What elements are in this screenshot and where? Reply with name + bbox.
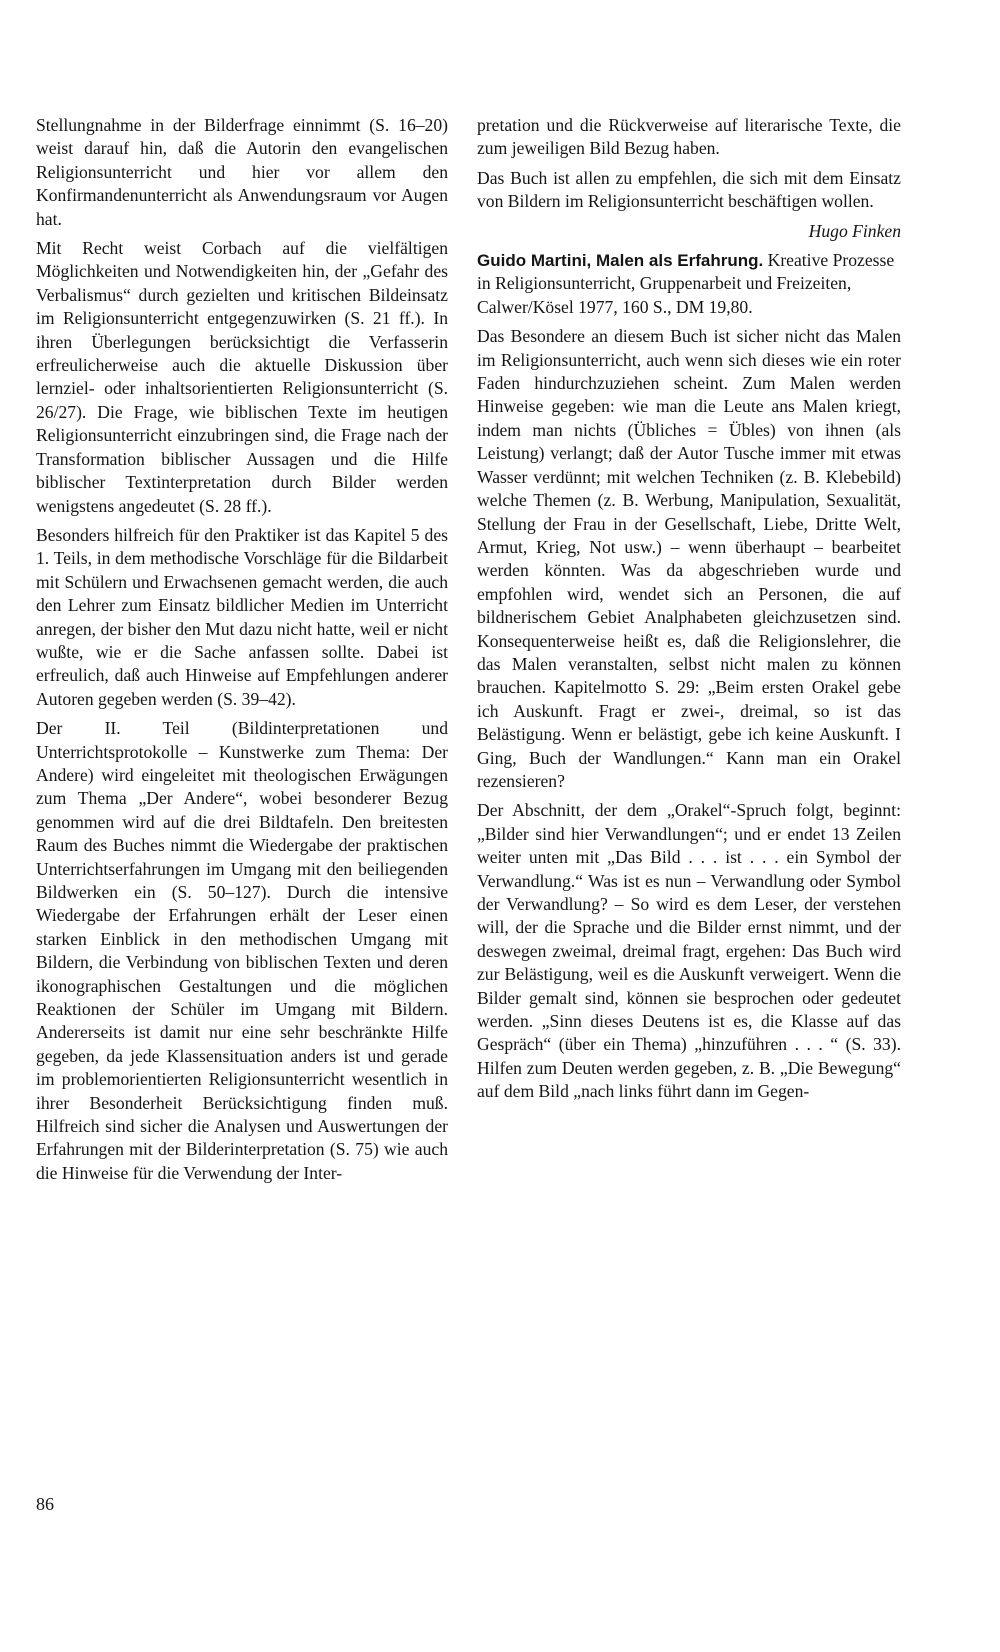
- left-column: [36, 114, 448, 1191]
- review-author-title: Guido Martini, Malen als Erfahrung.: [477, 251, 764, 271]
- right-column: [477, 114, 901, 1110]
- paragraph: pretation und die Rückverweise auf literarische Texte, die zum jeweiligen Bild Bezug haben.: [477, 115, 901, 159]
- paragraph: Stellungnahme in der Bilderfrage einnimmt (S. 16–20) weist darauf hin, daß die Autorin den evangelischen Religionsunterricht und hier vor allem den Konfirmandenunterricht als Anwendungsraum vor Augen hat.: [36, 115, 448, 229]
- reviewer-signature: Hugo Finken: [808, 220, 901, 241]
- paragraph: Mit Recht weist Corbach auf die vielfältigen Möglichkeiten und Notwendigkeiten hin, der „Gefahr des Verbalismus“ durch gezielten und kritischen Bildeinsatz im Religionsunterricht entgegenzuwirken (S. 21 ff.). In ihren Überlegungen berücksichtigt die Verfasserin erfreulicherweise auch die aktuelle Diskussion über lernziel- oder inhaltsorientierten Religionsunterricht (S. 26/27). Die Frage, wie biblischen Texte im heutigen Religionsunterricht einzubringen sind, die Frage nach der Transformation biblischer Aussagen und die Hilfe biblischer Textinterpretation durch Bilder werden wenigstens angedeutet (S. 28 ff.).: [36, 238, 448, 516]
- paragraph: Der II. Teil (Bildinterpretationen und Unterrichtsprotokolle – Kunstwerke zum Thema: Der Andere) wird eingeleitet mit theologischen Erwägungen zum Thema „Der Andere“, wobei besonderer Bezug genommen wird auf die drei Bildtafeln. Den breitesten Raum des Buches nimmt die Wiedergabe der praktischen Unterrichtserfahrungen im Umgang mit den beiliegenden Bildwerken ein (S. 50–127). Durch die intensive Wiedergabe der Erfahrungen erhält der Leser einen starken Einblick in den methodischen Umgang mit Bildern, die Verbindung von biblischen Texten und deren ikonographischen Gestaltungen und die möglichen Reaktionen der Schüler im Umgang mit Bildern. Andererseits ist damit nur eine sehr beschränkte Hilfe gegeben, da jede Klassensituation anders ist und gerade im problemorientierten Religionsunterricht wesentlich in ihrer Besonderheit Berücksichtigung finden muß. Hilfreich sind sicher die Analysen und Auswertungen der Erfahrungen mit der Bilderinterpretation (S. 75) wie auch die Hinweise für die Verwendung der Inter-: [36, 718, 448, 1183]
- paragraph: Der Abschnitt, der dem „Orakel“-Spruch folgt, beginnt: „Bilder sind hier Verwandlungen“; und er endet 13 Zeilen weiter unten mit „Das Bild . . . ist . . . ein Symbol der Verwandlung.“ Was ist es nun – Verwandlung oder Symbol der Verwandlung? – So wird es dem Leser, der verstehen will, der die Sprache und die Bilder ernst nimmt, und der deswegen zweimal, dreimal fragt, ergehen: Das Buch wird zur Belästigung, weil es die Auskunft verweigert. Wenn die Bilder gemalt sind, können sie besprochen oder gedeutet werden. „Sinn dieses Deutens ist es, die Klasse auf das Gespräch“ (über ein Thema) „hinzuführen . . . “ (S. 33). Hilfen zum Deuten werden gegeben, z. B. „Die Bewegung“ auf dem Bild „nach links führt dann im Gegen-: [477, 800, 901, 1102]
- review-book-details: Kreative Prozesse in Religionsunterricht, Gruppenarbeit und Freizeiten, Calwer/Kösel 1977, 160 S., DM 19,80.: [477, 250, 895, 317]
- page-number: 86: [36, 1494, 54, 1514]
- paragraph: Besonders hilfreich für den Praktiker ist das Kapitel 5 des 1. Teils, in dem methodische Vorschläge für die Bildarbeit mit Schülern und Erwachsenen gemacht werden, die auch den Lehrer zum Einsatz bildlicher Medien im Unterricht anregen, der bisher den Mut dazu nicht hatte, weil er nicht wußte, wie er die Sache anfassen sollte. Dabei ist erfreulich, daß auch Hinweise auf Empfehlungen anderer Autoren gegeben werden (S. 39–42).: [36, 524, 448, 709]
- paragraph: Das Besondere an diesem Buch ist sicher nicht das Malen im Religionsunterricht, auch wenn sich dieses wie ein roter Faden hindurchzuziehen scheint. Zum Malen werden Hinweise gegeben: wie man die Leute ans Malen kriegt, indem man nichts (Übliches = Übles) von ihnen (als Leistung) verlangt; daß der Autor Tusche immer mit etwas Wasser verdünnt; mit welchen Techniken (z. B. Klebebild) welche Themen (z. B. Werbung, Manipulation, Sexualität, Stellung der Frau in der Gesellschaft, Liebe, Dritte Welt, Armut, Krieg, Not usw.) – wenn überhaupt – bearbeitet werden könnten. Was da abgeschrieben wurde und empfohlen wird, wendet sich an Personen, die auf bildnerischem Gebiet Analphabeten gleichzusetzen sind. Konsequenterweise heißt es, daß die Religionslehrer, die das Malen veranstalten, selbst nicht malen zu können brauchen. Kapitelmotto S. 29: „Beim ersten Orakel gebe ich Auskunft. Fragt er zwei-, dreimal, so ist das Belästigung. Wenn er belästigt, gebe ich keine Auskunft. I Ging, Buch der Wandlungen.“ Kann man ein Orakel rezensieren?: [477, 326, 901, 791]
- review-heading: [477, 249, 901, 319]
- paragraph: Das Buch ist allen zu empfehlen, die sich mit dem Einsatz von Bildern im Religionsunterricht beschäftigen wollen.: [477, 167, 901, 212]
